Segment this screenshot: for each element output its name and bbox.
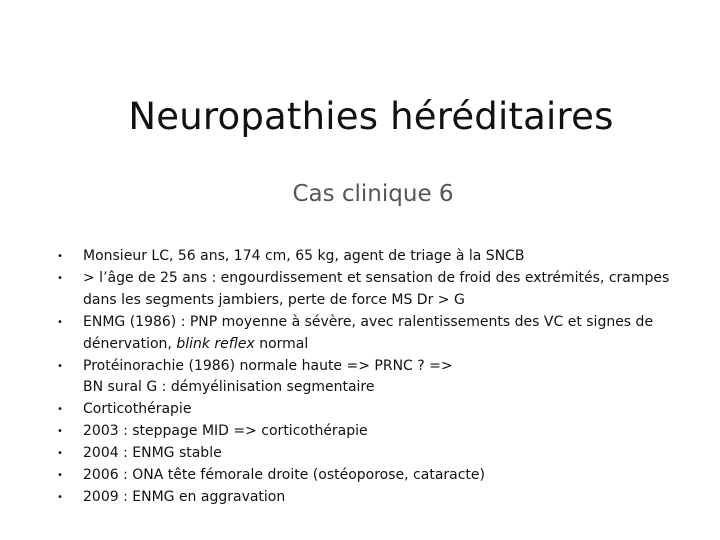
bullet-text: 2004 : ENMG stable — [83, 445, 222, 462]
bullet-dot-icon: • — [57, 404, 63, 416]
list-item — [55, 421, 703, 443]
bullet-text: > l’âge de 25 ans : engourdissement et sensation de froid des extrémités, crampes dans les segments jambiers, perte de force MS Dr > G — [83, 269, 670, 308]
bullet-text — [83, 356, 703, 400]
bullet-text: 2006 : ONA tête fémorale droite (ostéoporose, cataracte) — [83, 467, 486, 484]
slide-title: Neuropathies héréditaires — [128, 94, 614, 138]
bullet-text-part: ENMG (1986) : PNP moyenne à sévère, avec ralentissements des VC et signes de dénervation, — [83, 313, 654, 352]
bullet-text: 2003 : steppage MID => corticothérapie — [83, 423, 368, 440]
bullet-list — [55, 246, 703, 509]
bullet-text-part: normal — [254, 335, 309, 352]
bullet-dot-icon: • — [57, 316, 63, 328]
bullet-text: 2009 : ENMG en aggravation — [83, 488, 286, 505]
bullet-dot-icon: • — [57, 360, 63, 372]
bullet-text: Monsieur LC, 56 ans, 174 cm, 65 kg, agent de triage à la SNCB — [83, 248, 525, 264]
list-item — [55, 312, 703, 356]
bullet-dot-icon: • — [57, 491, 63, 503]
list-item — [55, 246, 703, 268]
bullet-text: Corticothérapie — [83, 401, 192, 418]
list-item — [55, 465, 703, 487]
bullet-dot-icon: • — [57, 470, 63, 482]
list-item — [55, 487, 703, 509]
bullet-dot-icon: • — [57, 426, 63, 438]
bullet-dot-icon: • — [57, 251, 63, 262]
bullet-dot-icon: • — [57, 448, 63, 460]
list-item — [55, 399, 703, 421]
list-item — [55, 443, 703, 465]
bullet-text — [83, 312, 703, 356]
list-item — [55, 268, 703, 312]
slide-subtitle: Cas clinique 6 — [292, 181, 454, 207]
bullet-text-line: Protéinorachie (1986) normale haute => PRNC ? => — [83, 357, 453, 374]
bullet-text-italic: blink reflex — [176, 335, 255, 352]
bullet-dot-icon: • — [57, 272, 63, 284]
list-item — [55, 356, 703, 400]
bullet-text-line: BN sural G : démyélinisation segmentaire — [83, 379, 375, 396]
